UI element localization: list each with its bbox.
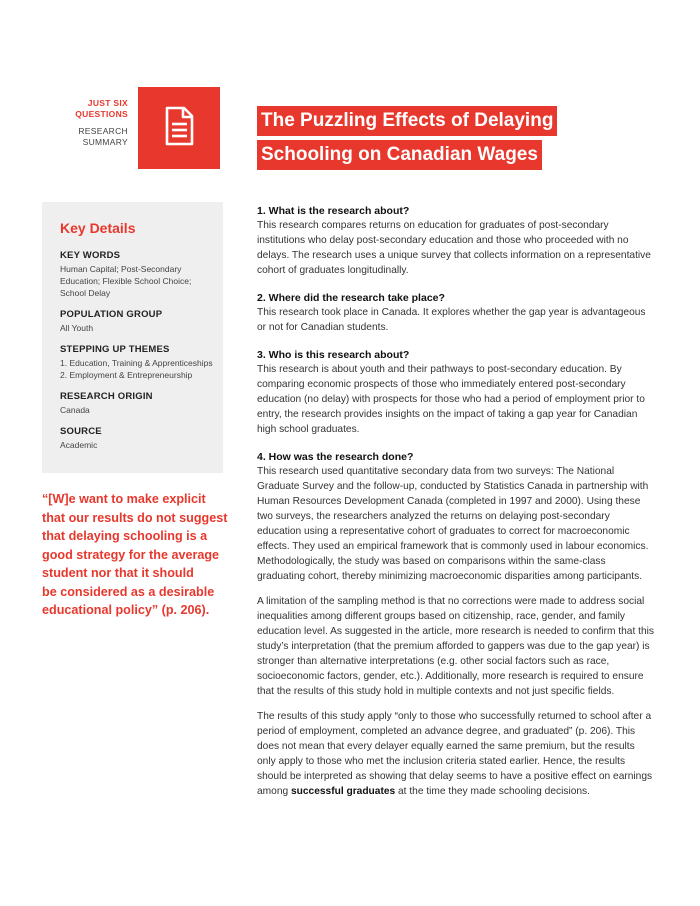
section-heading: SOURCE (60, 426, 102, 437)
question-heading: 1. What is the research about? (257, 205, 410, 217)
question-heading: 4. How was the research done? (257, 451, 414, 463)
source-section (60, 426, 213, 451)
main-content (257, 205, 655, 799)
title-line: Schooling on Canadian Wages (257, 140, 542, 170)
question-body: This research used quantitative secondary data from two surveys: The National Graduate Survey and the follow-up, conducted by Statistics Canada in partnership with Human Resources Development Canada (completed in 1997 and 2000). Using these two surveys, the researchers analyzed the returns on delaying post-secondary education using a representative cohort of graduates to correct for macroeconomic effects. They used an empirical framework that is commonly used in labour economics. Methodologically, the study was based on comparisons within the same-class graduating cohort, thereby minimizing macroeconomic disparities among participants. (257, 466, 649, 582)
limitation-paragraph: A limitation of the sampling method is that no corrections were made to address social inequalities among different groups based on citizenship, race, gender, and family education level. As suggested in the article, more research is needed to confirm that this study’s interpretation (that the premium afforded to gappers was due to the gap year) is stronger than alternative interpretations (e.g. other social factors such as race, socioeconomic factors, gender, etc.). Additionally, more research is required to ensure that the results of this study hold in multiple contexts and not just specific fields. (257, 596, 654, 697)
section-body: 1. Education, Training & Apprenticeships 2. Employment & Entrepreneurship (60, 358, 213, 380)
section-heading: KEY WORDS (60, 250, 121, 261)
stepping-up-themes-section (60, 344, 213, 381)
section-body: Human Capital; Post-Secondary Education; Flexible School Choice; School Delay (60, 264, 192, 298)
question-body: This research compares returns on education for graduates of post-secondary institutions who delay post-secondary education and those who proceeded with no delays. The research uses a unique survey that collects information on a representative cohort of graduates longitudinally. (257, 220, 651, 276)
logo-box (138, 87, 220, 169)
section-body: Canada (60, 405, 90, 415)
question-body: This research is about youth and their pathways to post-secondary education. By comparing economic prospects of those who immediately entered post-secondary education (no delay) with prospects for those who had a period of employment prior to entry, the research provides insights on the impact of taking a gap year for Canadian high school graduates. (257, 364, 645, 435)
results-paragraph: The results of this study apply “only to those who successfully returned to school after a period of employment, completed an advance degree, and graduated” (p. 206). This does not mean that every delayer equally earned the same premium, but the results only apply to those who met the inclusion criteria stated earlier. Hence, the results should be interpreted as showing that delay seems to have a positive effect on earnings among successful graduates at the time they made schooling decisions. (257, 711, 653, 797)
question-heading: 2. Where did the research take place? (257, 292, 445, 304)
series-label (52, 98, 128, 148)
emphasis-text: successful graduates (290, 786, 396, 797)
section-heading: STEPPING UP THEMES (60, 344, 170, 355)
question-section (257, 349, 655, 437)
section-heading: POPULATION GROUP (60, 309, 163, 320)
research-origin-section (60, 391, 213, 416)
document-icon (164, 106, 194, 151)
question-heading: 3. Who is this research about? (257, 349, 410, 361)
key-details-title: Key Details (60, 220, 136, 236)
key-words-section (60, 250, 213, 299)
key-details-panel (42, 202, 223, 473)
section-body: All Youth (60, 323, 94, 333)
page-title (257, 106, 657, 174)
title-line: The Puzzling Effects of Delaying (257, 106, 557, 136)
series-title: JUST SIX QUESTIONS (75, 98, 128, 119)
pull-quote: “[W]e want to make explicit that our results do not suggest that delaying schooling is a good strategy for the average student nor that it should be considered as a desirable educational policy” (p. 206). (42, 492, 228, 617)
question-section (257, 451, 655, 584)
question-section (257, 205, 655, 278)
question-section (257, 292, 655, 335)
section-body: Academic (60, 440, 98, 450)
section-heading: RESEARCH ORIGIN (60, 391, 153, 402)
document-type: RESEARCH SUMMARY (78, 126, 128, 147)
population-group-section (60, 309, 213, 334)
question-body: This research took place in Canada. It explores whether the gap year is advantageous or not for Canadian students. (257, 307, 646, 333)
